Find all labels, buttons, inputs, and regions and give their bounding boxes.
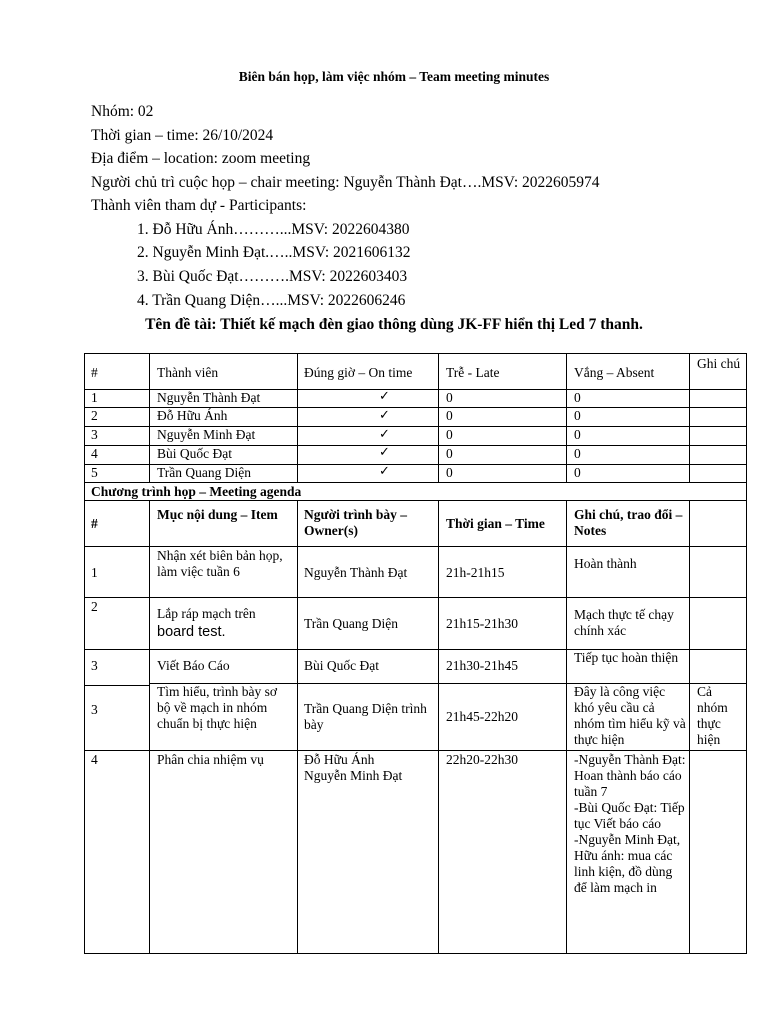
- notes-line: -Nguyễn Minh Đạt, Hữu ánh: mua các linh kiện, đồ dùng để làm mạch in: [574, 832, 681, 895]
- attendance-header-late: Trễ - Late: [446, 365, 500, 380]
- agenda-notes: Mạch thực tế chạy chính xác: [574, 607, 674, 638]
- attendance-header-ontime: Đúng giờ – On time: [304, 365, 413, 380]
- agenda-owner: Bùi Quốc Đạt: [304, 658, 379, 673]
- absent-count: 0: [574, 408, 581, 423]
- agenda-time: 21h-21h15: [446, 565, 505, 580]
- agenda-time: 21h30-21h45: [446, 658, 518, 673]
- participant-item: 1. Đỗ Hữu Ánh………...MSV: 2022604380: [137, 221, 410, 238]
- late-count: 0: [446, 446, 453, 461]
- agenda-extra-note: Cả nhóm thực hiện: [697, 684, 728, 747]
- agenda-notes: [574, 752, 686, 896]
- agenda-owner: Nguyễn Thành Đạt: [304, 565, 408, 580]
- absent-count: 0: [574, 427, 581, 442]
- row-num: 1: [91, 390, 98, 405]
- notes-line: -Nguyễn Thành Đạt: Hoan thành báo cáo tuần 7: [574, 752, 686, 799]
- agenda-time: 21h45-22h20: [446, 709, 518, 724]
- agenda-item: Viết Báo Cáo: [157, 658, 230, 673]
- agenda-owner: Nguyễn Minh Đạt: [304, 768, 403, 783]
- agenda-notes: Đây là công việc khó yêu cầu cả nhóm tìm hiểu kỹ và thực hiện: [574, 684, 686, 747]
- row-num: 2: [91, 599, 98, 614]
- agenda-item: Tìm hiểu, trình bày sơ bộ về mạch in nhóm chuẩn bị thực hiện: [157, 684, 277, 731]
- agenda-time: 21h15-21h30: [446, 616, 518, 631]
- late-count: 0: [446, 408, 453, 423]
- row-num: 3: [91, 427, 98, 442]
- agenda-item: Lắp ráp mạch trên: [157, 606, 256, 621]
- participant-item: 3. Bùi Quốc Đạt……….MSV: 2022603403: [137, 268, 408, 285]
- agenda-header-num: #: [91, 516, 98, 531]
- agenda-time: 22h20-22h30: [446, 752, 518, 767]
- checkmark-icon: ✓: [379, 407, 390, 422]
- time-line: Thời gian – time: 26/10/2024: [91, 127, 274, 144]
- attendance-header-member: Thành viên: [157, 365, 219, 380]
- absent-count: 0: [574, 390, 581, 405]
- topic-title: Tên đề tài: Thiết kế mạch đèn giao thông dùng JK-FF hiển thị Led 7 thanh.: [145, 316, 643, 333]
- agenda-owner: Trần Quang Diện trình bày: [304, 701, 427, 732]
- checkmark-icon: ✓: [379, 444, 390, 459]
- agenda-header-time: Thời gian – Time: [446, 516, 545, 531]
- checkmark-icon: ✓: [379, 463, 390, 478]
- attendance-header-note: Ghi chú: [697, 356, 741, 371]
- location-line: Địa điểm – location: zoom meeting: [91, 150, 311, 167]
- row-num: 1: [91, 565, 98, 580]
- member-name: Nguyễn Minh Đạt: [157, 427, 256, 442]
- member-name: Bùi Quốc Đạt: [157, 446, 232, 461]
- member-name: Trần Quang Diện: [157, 465, 251, 480]
- participant-item: 4. Trần Quang Diện…...MSV: 2022606246: [137, 292, 406, 309]
- late-count: 0: [446, 465, 453, 480]
- absent-count: 0: [574, 465, 581, 480]
- late-count: 0: [446, 390, 453, 405]
- row-num: 4: [91, 446, 98, 461]
- document-title: Biên bán họp, làm việc nhóm – Team meeting minutes: [238, 69, 550, 84]
- attendance-header-absent: Vắng – Absent: [574, 365, 655, 380]
- agenda-header-owner: Người trình bày – Owner(s): [304, 507, 407, 538]
- agenda-notes: Hoàn thành: [574, 556, 637, 571]
- notes-line: -Bùi Quốc Đạt: Tiếp tục Viết báo cáo: [574, 800, 685, 831]
- participant-item: 2. Nguyễn Minh Đạt.…..MSV: 2021606132: [137, 244, 411, 261]
- member-name: Đỗ Hữu Ánh: [157, 408, 228, 423]
- agenda-item: Nhận xét biên bản họp, làm việc tuần 6: [157, 548, 283, 579]
- late-count: 0: [446, 427, 453, 442]
- agenda-owner: Trần Quang Diện: [304, 616, 398, 631]
- row-num: 5: [91, 465, 98, 480]
- agenda-notes: Tiếp tục hoàn thiện: [574, 650, 679, 665]
- checkmark-icon: ✓: [379, 426, 390, 441]
- checkmark-icon: ✓: [379, 388, 390, 403]
- agenda-header-notes: Ghi chú, trao đổi – Notes: [574, 507, 683, 538]
- row-num: 3: [91, 658, 98, 673]
- attendance-header-num: #: [91, 365, 98, 380]
- agenda-item-cont: board test.: [157, 624, 226, 640]
- row-num: 4: [91, 752, 98, 767]
- agenda-section-title: Chương trình họp – Meeting agenda: [91, 484, 302, 499]
- chair-line: Người chủ trì cuộc họp – chair meeting: Nguyễn Thành Đạt….MSV: 2022605974: [91, 174, 600, 191]
- row-num: 2: [91, 408, 98, 423]
- agenda-item: Phân chia nhiệm vụ: [157, 752, 264, 767]
- participants-label: Thành viên tham dự - Participants:: [91, 197, 307, 214]
- absent-count: 0: [574, 446, 581, 461]
- member-name: Nguyễn Thành Đạt: [157, 390, 261, 405]
- row-num: 3: [91, 702, 98, 717]
- agenda-header-item: Mục nội dung – Item: [157, 507, 278, 522]
- agenda-owner: Đỗ Hữu Ánh: [304, 752, 375, 767]
- group-line: Nhóm: 02: [91, 103, 154, 120]
